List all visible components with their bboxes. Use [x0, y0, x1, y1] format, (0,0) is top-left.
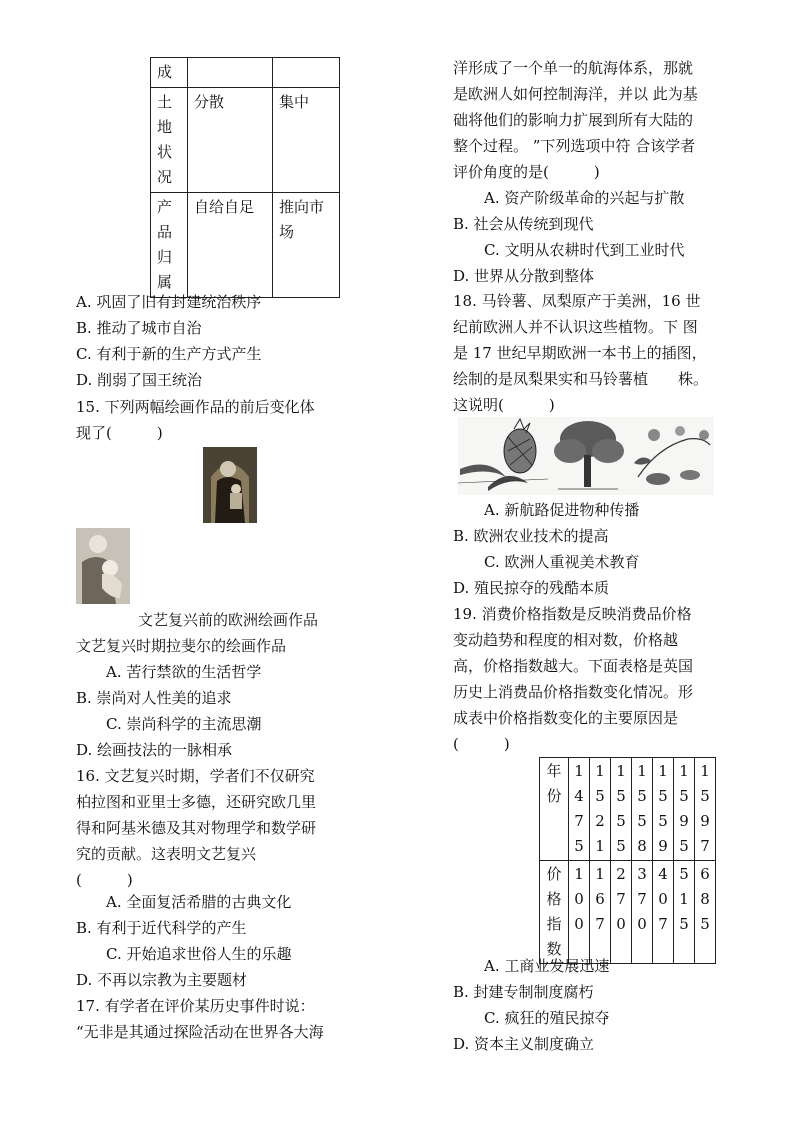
q17-option-c[interactable]: C. 文明从农耕时代到工业时代	[484, 241, 685, 259]
price-index-cell: 3 7 0	[632, 861, 653, 964]
q15-option-a[interactable]: A. 苦行禁欲的生活哲学	[106, 663, 262, 681]
q15-option-c[interactable]: C. 崇尚科学的主流思潮	[106, 715, 262, 733]
q19-stem-line: 成表中价格指数变化的主要原因是	[453, 709, 679, 727]
q17-stem-line: 础将他们的影响力扩展到所有大陆的	[453, 111, 694, 129]
q19-stem-line: 历史上消费品价格指数变化情况。形	[453, 683, 694, 701]
q19-stem-line: 19. 消费价格指数是反映消费品价格	[453, 605, 692, 623]
q14-row-label: 产 品 归 属	[151, 193, 188, 298]
price-index-header: 价 格 指 数	[540, 861, 569, 964]
q14-option-d[interactable]: D. 削弱了国王统治	[76, 371, 203, 389]
q14-table-cell	[188, 58, 273, 88]
price-index-cell: 1 6 7	[590, 861, 611, 964]
year-cell: 1 5 2 1	[590, 758, 611, 861]
price-index-cell: 4 0 7	[653, 861, 674, 964]
q19-option-a[interactable]: A. 工商业发展迅速	[484, 957, 610, 975]
q14-table-cell	[273, 58, 340, 88]
year-cell: 1 5 9 7	[695, 758, 716, 861]
price-index-cell: 6 8 5	[695, 861, 716, 964]
price-index-table	[539, 757, 716, 964]
q19-option-c[interactable]: C. 疯狂的殖民掠夺	[484, 1009, 610, 1027]
year-cell: 1 5 9 5	[674, 758, 695, 861]
q15-stem-line: 15. 下列两幅绘画作品的前后变化体	[76, 398, 315, 416]
q17-stem-line: 整个过程。 ”下列选项中符 合该学者	[453, 137, 696, 155]
price-index-cell: 1 0 0	[569, 861, 590, 964]
q14-table-cell: 成	[151, 58, 188, 88]
q16-stem-line: 16. 文艺复兴时期，学者们不仅研究	[76, 767, 315, 785]
q17-stem-line: 评价角度的是( )	[453, 163, 600, 181]
q16-option-c[interactable]: C. 开始追求世俗人生的乐趣	[106, 945, 292, 963]
q16-option-b[interactable]: B. 有利于近代科学的产生	[76, 919, 247, 937]
price-index-cell: 2 7 0	[611, 861, 632, 964]
q18-stem-line: 绘制的是凤梨果实和马铃薯植 株。	[453, 370, 709, 388]
painting-caption-raphael: 文艺复兴时期拉斐尔的绘画作品	[76, 637, 287, 655]
q17-stem-line: “无非是其通过探险活动在世界各大海	[76, 1023, 324, 1041]
q14-option-b[interactable]: B. 推动了城市自治	[76, 319, 202, 337]
q18-stem-line: 是 17 世纪早期欧洲一本书上的插图，	[453, 344, 707, 362]
q18-stem-line: 纪前欧洲人并不认识这些植物。下 图	[453, 318, 698, 336]
q16-option-a[interactable]: A. 全面复活希腊的古典文化	[106, 893, 292, 911]
q18-option-d[interactable]: D. 殖民掠夺的残酷本质	[453, 579, 610, 597]
q19-stem-line: 高，价格指数越大。下面表格是英国	[453, 657, 694, 675]
q14-table-cell: 推向市 场	[273, 193, 340, 298]
q18-stem-line: 18. 马铃薯、凤梨原产于美洲，16 世	[453, 292, 701, 310]
q14-table-cell: 集中	[273, 88, 340, 193]
q14-row-label: 土 地 状 况	[151, 88, 188, 193]
q16-stem-line: 柏拉图和亚里士多德，还研究欧几里	[76, 793, 317, 811]
q14-table-cell: 自给自足	[188, 193, 273, 298]
q15-option-b[interactable]: B. 崇尚对人性美的追求	[76, 689, 232, 707]
q14-table	[150, 57, 340, 298]
q14-option-c[interactable]: C. 有利于新的生产方式产生	[76, 345, 262, 363]
q17-stem-line: 是欧洲人如何控制海洋，并以 此为基	[453, 85, 698, 103]
q19-stem-line: ( )	[453, 735, 510, 753]
q14-table-cell: 分散	[188, 88, 273, 193]
q19-stem-line: 变动趋势和程度的相对数，价格越	[453, 631, 679, 649]
q17-option-b[interactable]: B. 社会从传统到现代	[453, 215, 594, 233]
price-index-cell: 5 1 5	[674, 861, 695, 964]
q14-option-a[interactable]: A. 巩固了旧有封建统治秩序	[76, 293, 262, 311]
year-cell: 1 4 7 5	[569, 758, 590, 861]
q18-option-a[interactable]: A. 新航路促进物种传播	[484, 501, 640, 519]
q16-stem-line: 究的贡献。这表明文艺复兴	[76, 845, 257, 863]
q18-option-b[interactable]: B. 欧洲农业技术的提高	[453, 527, 609, 545]
raphael-madonna-painting	[76, 528, 130, 604]
q16-stem-line: ( )	[76, 871, 133, 889]
year-cell: 1 5 5 8	[632, 758, 653, 861]
q16-stem-line: 得和阿基米德及其对物理学和数学研	[76, 819, 317, 837]
q17-option-a[interactable]: A. 资产阶级革命的兴起与扩散	[484, 189, 685, 207]
q17-option-d[interactable]: D. 世界从分散到整体	[453, 267, 595, 285]
medieval-madonna-painting	[203, 447, 257, 523]
year-cell: 1 5 5 5	[611, 758, 632, 861]
q15-stem-line: 现了( )	[76, 424, 163, 442]
q15-option-d[interactable]: D. 绘画技法的一脉相承	[76, 741, 233, 759]
q19-option-b[interactable]: B. 封建专制制度腐朽	[453, 983, 594, 1001]
pineapple-potato-illustration	[458, 417, 714, 495]
q17-stem-line: 17. 有学者在评价某历史事件时说：	[76, 997, 315, 1015]
year-cell: 1 5 5 9	[653, 758, 674, 861]
q17-stem-line: 洋形成了一个单一的航海体系，那就	[453, 59, 694, 77]
painting-caption-before: 文艺复兴前的欧洲绘画作品	[138, 611, 319, 629]
q16-option-d[interactable]: D. 不再以宗教为主要题材	[76, 971, 248, 989]
q18-option-c[interactable]: C. 欧洲人重视美术教育	[484, 553, 640, 571]
year-header: 年 份	[540, 758, 569, 861]
q19-option-d[interactable]: D. 资本主义制度确立	[453, 1035, 595, 1053]
q18-stem-line: 这说明( )	[453, 396, 555, 414]
